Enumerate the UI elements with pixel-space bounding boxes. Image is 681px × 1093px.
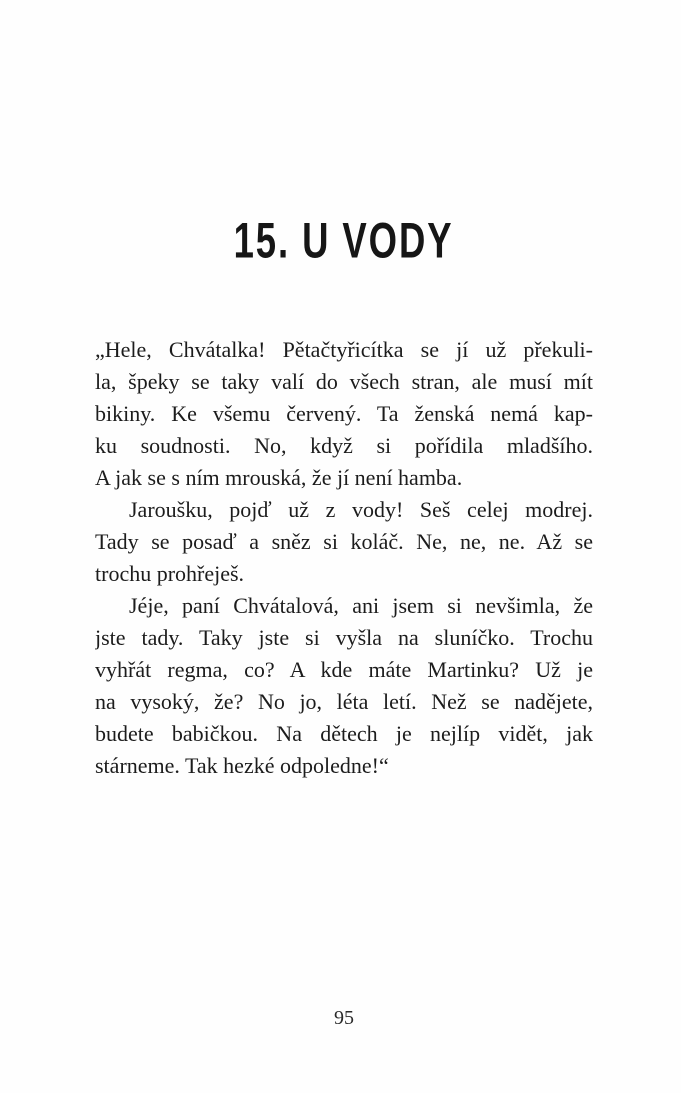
text-line: trochu prohřeješ. — [95, 561, 245, 586]
text-line: jste tady. Taky jste si vyšla na sluníčko. Trochu — [95, 625, 593, 650]
page-number: 95 — [334, 1007, 354, 1029]
text-line: „Hele, Chvátalka! Pětačtyřicítka se jí už překuli- — [95, 337, 593, 362]
text-line: stárneme. Tak hezké odpoledne!“ — [95, 753, 389, 778]
paragraph — [95, 334, 593, 494]
text-line: bikiny. Ke všemu červený. Ta ženská nemá kap- — [95, 401, 593, 426]
paragraph — [95, 590, 593, 782]
body-text — [95, 334, 593, 782]
paragraph — [95, 494, 593, 590]
text-line: budete babičkou. Na dětech je nejlíp vidět, jak — [95, 721, 593, 746]
text-line: Jaroušku, pojď už z vody! Seš celej modrej. — [129, 497, 593, 522]
chapter-heading — [95, 214, 593, 280]
text-line: Tady se posaď a sněz si koláč. Ne, ne, ne. Až se — [95, 529, 593, 554]
text-line: A jak se s ním mrouská, že jí není hamba. — [95, 465, 463, 490]
text-line: Jéje, paní Chvátalová, ani jsem si nevšimla, že — [129, 593, 593, 618]
text-line: la, špeky se taky valí do všech stran, ale musí mít — [95, 369, 593, 394]
text-line: na vysoký, že? No jo, léta letí. Než se nadějete, — [95, 689, 593, 714]
chapter-title-text: 15. U VODY — [234, 214, 454, 270]
text-line: ku soudnosti. No, když si pořídila mladšího. — [95, 433, 593, 458]
text-line: vyhřát regma, co? A kde máte Martinku? Už je — [95, 657, 593, 682]
